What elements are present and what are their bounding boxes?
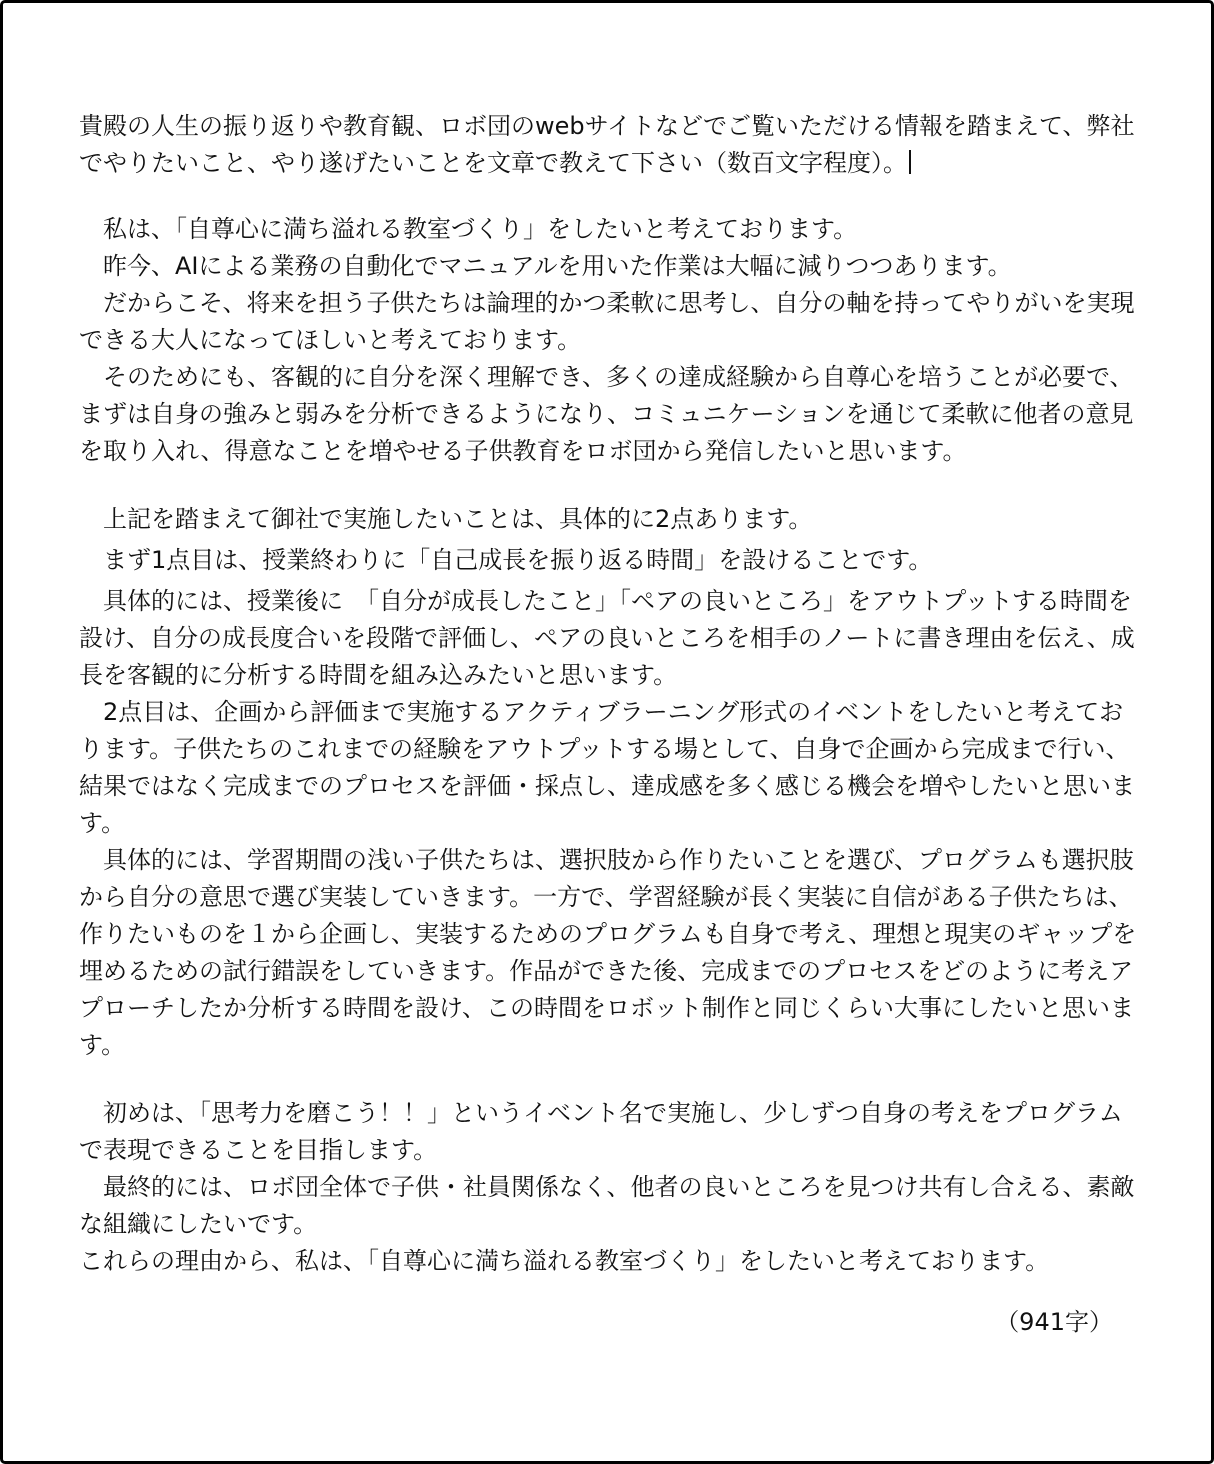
paragraph-point-one: まず1点目は、授業終わりに「自己成長を振り返る時間」を設けることです。: [79, 546, 933, 574]
paragraph-theme: 私は、「自尊心に満ち溢れる教室づくり」をしたいと考えております。: [79, 215, 858, 243]
paragraph-conclusion: これらの理由から、私は、「自尊心に満ち溢れる教室づくり」をしたいと考えております。: [79, 1247, 1050, 1275]
paragraph-plan-intro: 上記を踏まえて御社で実施したいことは、具体的に2点あります。: [79, 505, 813, 533]
essay-content: [79, 108, 1143, 1341]
paragraph-approach: そのためにも、客観的に自分を深く理解でき、多くの達成経験から自尊心を培うことが必要で、まずは自身の強みと弱みを分析できるようになり、コミュニケーションを通じて柔軟に他者の意見を取り入れ、得意なことを増やせる子供教育をロボ団から発信したいと思います。: [79, 363, 1134, 465]
prompt-text: 貴殿の人生の振り返りや教育観、ロボ団のwebサイトなどでご覧いただける情報を踏まえて、弊社でやりたいこと、やり遂げたいことを文章で教えて下さい（数百文字程度）。: [79, 112, 1135, 177]
paragraph-goal: 最終的には、ロボ団全体で子供・社員関係なく、他者の良いところを見つけ共有し合える、素敵な組織にしたいです。: [79, 1173, 1135, 1238]
text-cursor: [909, 150, 911, 174]
paragraph-background: 昨今、AIによる業務の自動化でマニュアルを用いた作業は大幅に減りつつあります。: [79, 252, 1012, 280]
character-count: （941字）: [995, 1308, 1113, 1336]
paragraph-point-two: 2点目は、企画から評価まで実施するアクティブラーニング形式のイベントをしたいと考えております。子供たちのこれまでの経験をアウトプットする場として、自身で企画から完成まで行い、結果ではなく完成までのプロセスを評価・採点し、達成感を多く感じる機会を増やしたいと思います。: [79, 698, 1135, 837]
paragraph-event-name: 初めは、「思考力を磨こう！！」というイベント名で実施し、少しずつ自身の考えをプログラムで表現できることを目指します。: [79, 1099, 1123, 1164]
paragraph-point-one-detail: 具体的には、授業後に 「自分が成長したこと」「ペアの良いところ」をアウトプットする時間を設け、自分の成長度合いを段階で評価し、ペアの良いところを相手のノートに書き理由を伝え、成長を客観的に分析する時間を組み込みたいと思います。: [79, 587, 1135, 689]
paragraph-point-two-detail: 具体的には、学習期間の浅い子供たちは、選択肢から作りたいことを選び、プログラムも選択肢から自分の意思で選び実装していきます。一方で、学習経験が長く実装に自信がある子供たちは、作りたいものを１から企画し、実装するためのプログラムも自身で考え、理想と現実のギャップを埋めるための試行錯誤をしていきます。作品ができた後、完成までのプロセスをどのように考えアプローチしたか分析する時間を設け、この時間をロボット制作と同じくらい大事にしたいと思います。: [79, 846, 1137, 1059]
prompt-question[interactable]: [79, 108, 1143, 182]
paragraph-motivation: だからこそ、将来を担う子供たちは論理的かつ柔軟に思考し、自分の軸を持ってやりがいを実現できる大人になってほしいと考えております。: [79, 289, 1135, 354]
